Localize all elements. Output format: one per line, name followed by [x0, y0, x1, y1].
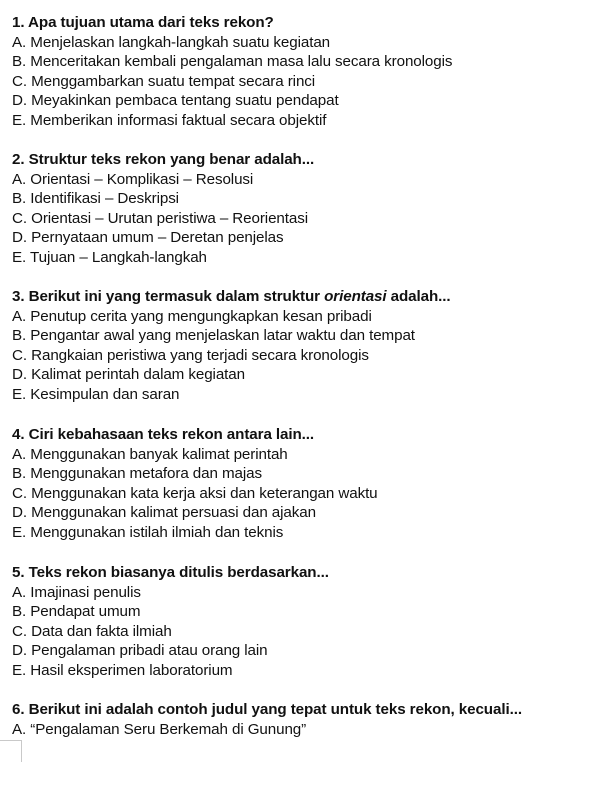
- question-1-title: [12, 13, 602, 33]
- question-1-option-d: D. Meyakinkan pembaca tentang suatu pendapat: [12, 92, 339, 110]
- question-4-option-c: C. Menggunakan kata kerja aksi dan keterangan waktu: [12, 484, 378, 502]
- question-2: [12, 150, 602, 268]
- question-2-option-e: E. Tujuan – Langkah-langkah: [12, 248, 207, 266]
- question-4-text: Ciri kebahasaan teks rekon antara lain...: [28, 426, 315, 443]
- question-3: [12, 287, 602, 405]
- question-2-option-b: B. Identifikasi – Deskripsi: [12, 190, 179, 208]
- question-1-text: Apa tujuan utama dari teks rekon?: [28, 14, 274, 31]
- question-3-text-before: Berikut ini yang termasuk dalam struktur: [28, 288, 325, 305]
- question-1: [12, 13, 602, 131]
- question-3-option-c: C. Rangkaian peristiwa yang terjadi secara kronologis: [12, 346, 369, 364]
- question-6-number: 6.: [12, 701, 25, 718]
- question-6-text: Berikut ini adalah contoh judul yang tepat untuk teks rekon, kecuali...: [28, 701, 522, 718]
- question-3-title: [12, 287, 602, 307]
- question-4: [12, 425, 602, 543]
- question-3-option-e: E. Kesimpulan dan saran: [12, 385, 180, 403]
- question-2-title: [12, 150, 602, 170]
- question-5-option-b: B. Pendapat umum: [12, 603, 141, 621]
- question-4-option-d: D. Menggunakan kalimat persuasi dan ajakan: [12, 504, 316, 522]
- question-6-title: [12, 700, 602, 720]
- question-1-number: 1.: [12, 14, 25, 31]
- question-5-option-e: E. Hasil eksperimen laboratorium: [12, 661, 233, 679]
- question-5-title: [12, 563, 602, 583]
- question-5-option-d: D. Pengalaman pribadi atau orang lain: [12, 642, 268, 660]
- question-4-option-b: B. Menggunakan metafora dan majas: [12, 465, 262, 483]
- question-3-option-a: A. Penutup cerita yang mengungkapkan kesan pribadi: [12, 307, 372, 325]
- question-2-text: Struktur teks rekon yang benar adalah...: [28, 151, 315, 168]
- question-5-option-a: A. Imajinasi penulis: [12, 583, 141, 601]
- question-5-option-c: C. Data dan fakta ilmiah: [12, 622, 172, 640]
- question-1-option-c: C. Menggambarkan suatu tempat secara rinci: [12, 72, 316, 90]
- question-4-option-a: A. Menggunakan banyak kalimat perintah: [12, 445, 288, 463]
- question-4-option-e: E. Menggunakan istilah ilmiah dan teknis: [12, 523, 284, 541]
- question-3-option-d: D. Kalimat perintah dalam kegiatan: [12, 366, 245, 384]
- question-1-option-b: B. Menceritakan kembali pengalaman masa lalu secara kronologis: [12, 53, 453, 71]
- question-2-number: 2.: [12, 151, 25, 168]
- question-5: [12, 563, 602, 681]
- question-2-option-c: C. Orientasi – Urutan peristiwa – Reorientasi: [12, 209, 309, 227]
- question-1-option-a: A. Menjelaskan langkah-langkah suatu kegiatan: [12, 33, 331, 51]
- question-6-option-a: A. “Pengalaman Seru Berkemah di Gunung”: [12, 720, 307, 738]
- question-5-number: 5.: [12, 564, 25, 581]
- question-3-number: 3.: [12, 288, 25, 305]
- question-6: [12, 700, 602, 739]
- question-4-title: [12, 425, 602, 445]
- question-3-option-b: B. Pengantar awal yang menjelaskan latar waktu dan tempat: [12, 327, 415, 345]
- question-3-text-after: adalah...: [386, 288, 451, 305]
- question-5-text: Teks rekon biasanya ditulis berdasarkan...: [28, 564, 329, 581]
- question-2-option-d: D. Pernyataan umum – Deretan penjelas: [12, 229, 284, 247]
- page-corner-marker: [0, 740, 22, 762]
- question-1-option-e: E. Memberikan informasi faktual secara objektif: [12, 111, 327, 129]
- question-3-text-italic: orientasi: [324, 288, 387, 305]
- question-2-option-a: A. Orientasi – Komplikasi – Resolusi: [12, 170, 254, 188]
- question-4-number: 4.: [12, 426, 25, 443]
